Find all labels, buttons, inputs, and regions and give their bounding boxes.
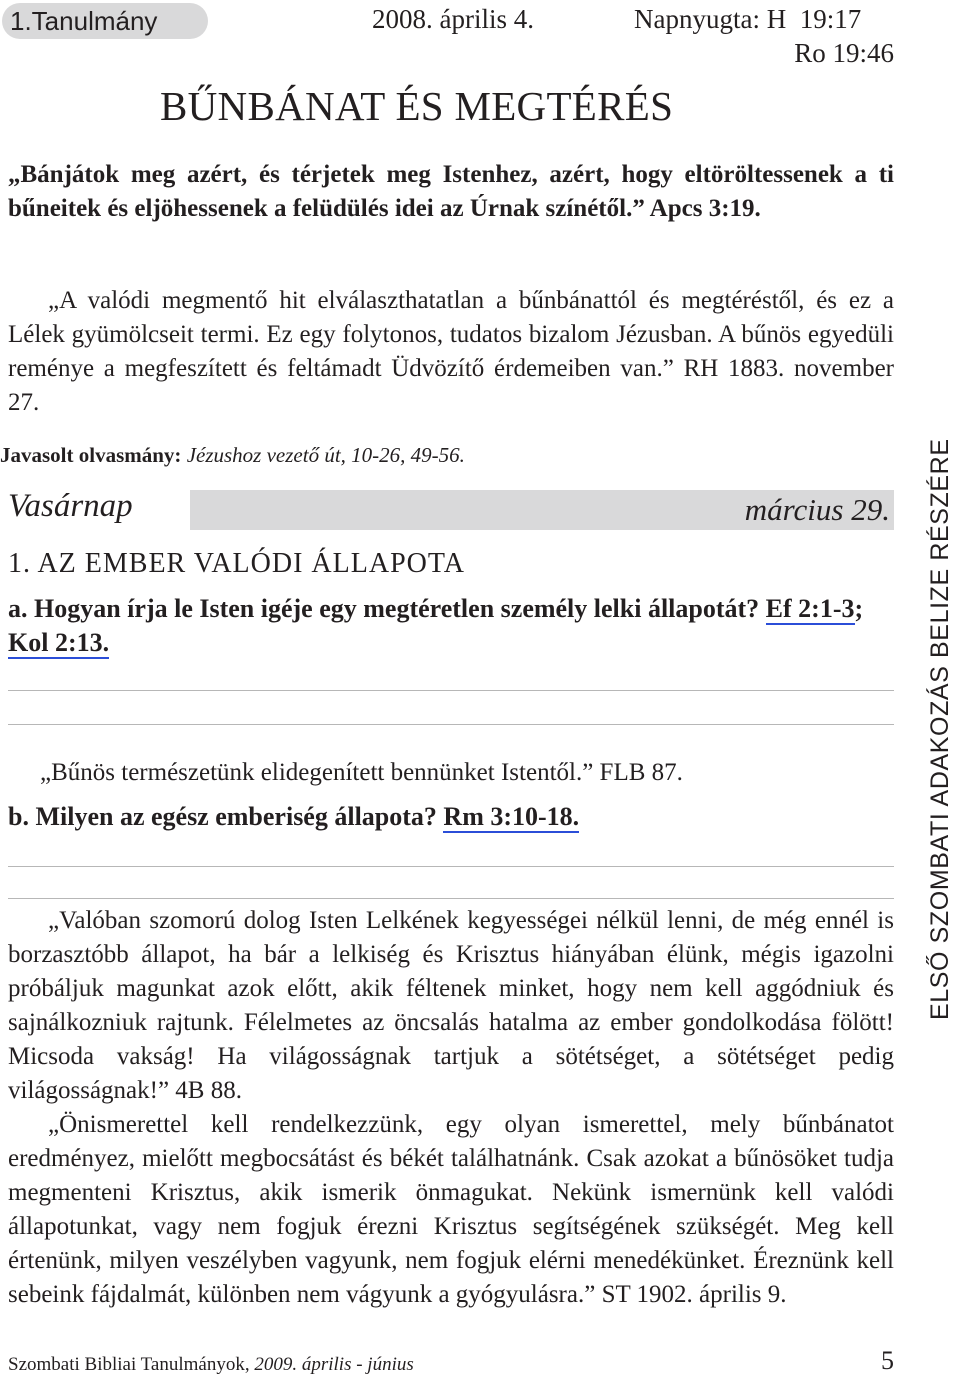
suggested-reading [0,440,465,470]
ref-separator: ; [854,594,864,623]
side-banner: ELSŐ SZOMBATI ADAKOZÁS BELIZE RÉSZÉRE [926,438,954,1020]
bible-ref-link[interactable]: Kol 2:13. [8,628,110,657]
long-quote [8,904,894,1312]
footer-period: 2009. április - június [254,1354,414,1375]
lesson-badge: 1.Tanulmány [2,3,208,39]
question-a [8,592,894,660]
answer-line [8,690,894,691]
section-heading: 1. AZ EMBER VALÓDI ÁLLAPOTA [8,548,465,579]
sunset-time-line2: Ro 19:46 [794,38,894,68]
question-b-text: b. Milyen az egész emberiség állapota? [8,802,444,831]
day-date: március 29. [744,492,890,527]
key-verse: „Bánjátok meg azért, és térjetek meg Istenhez, azért, hogy eltöröltessenek a ti bűneitek és eljöhessenek a felüdülés idei az Úrnak színétől.” Apcs 3:19. [8,161,894,222]
sunset-time-line1: Napnyugta: H 19:17 [634,4,862,34]
header-date: 2008. április 4. [372,4,534,34]
footer-publication [8,1354,414,1376]
long-quote-paragraph-2: „Önismerettel kell rendelkezzünk, egy olyan ismerettel, mely bűnbánatot eredményez, mielőtt megbocsátást és békét találhatnánk. Csak azokat a bűnösöket tudja megmenteni Krisztus, akik ismerik önmagukat. Nekünk ismernünk kell valódi állapotunkat, vagy nem fogjuk érezni Krisztus segítségének szükségét. Meg kell értenünk, milyen veszélyben vagyunk, nem fogjuk elérni menedékünket. Éreznünk kell sebeink fájdalmát, különben nem vágyunk a gyógyulásra.” ST 1902. április 9. [8,1111,894,1308]
day-name: Vasárnap [8,488,133,524]
lesson-title: BŰNBÁNAT ÉS MEGTÉRÉS [160,83,674,129]
long-quote-paragraph-1: „Valóban szomorú dolog Isten Lelkének kegyességei nélkül lenni, de még ennél is borzasztóbb állapot, ha bár a lelkiség és Krisztus hiányában élünk, mégis igazolni próbáljuk magunkat azok előtt, akik féltenek minket, hogy nem kell aggódniuk és sajnálkozniuk rajtunk. Félelmetes az öncsalás hatalma az ember gondolkodása fölött! Micsoda vakság! Ha világosságnak tartjuk a sötétséget, a sötétséget pedig világosságnak!” 4B 88. [8,907,894,1104]
question-a-text: a. Hogyan írja le Isten igéje egy megtéretlen személy lelki állapotát? [8,594,766,623]
answer-line [8,898,894,899]
bible-ref-link[interactable]: Ef 2:1-3 [765,594,855,623]
question-b [8,800,894,834]
answer-line [8,724,894,725]
bible-ref-link[interactable]: Rm 3:10-18. [443,802,580,831]
answer-line [8,866,894,867]
suggested-reading-label: Javasolt olvasmány: [0,443,182,467]
page-number: 5 [881,1346,894,1375]
footer-publication-name: Szombati Bibliai Tanulmányok, [8,1354,255,1375]
quote-flb: „Bűnös természetünk elidegenített bennünket Istentől.” FLB 87. [40,759,683,786]
intro-quote: „A valódi megmentő hit elválaszthatatlan a bűnbánattól és megtéréstől, és ez a Lélek gyümölcseit termi. Ez egy folytonos, tudatos bizalom Jézusban. A bűnös egyedüli reménye a megfeszített és feltámadt Üdvözítő érdemeiben van.” RH 1883. november 27. [8,287,894,416]
suggested-reading-value: Jézushoz vezető út, 10-26, 49-56. [181,443,465,467]
